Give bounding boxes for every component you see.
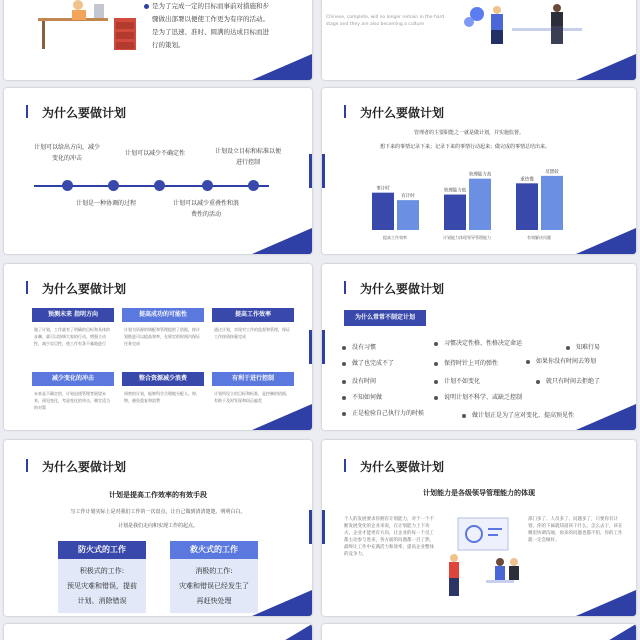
- slide-2: [322, 0, 636, 80]
- slide-reasons: [322, 264, 636, 430]
- right-paragraph: [528, 516, 626, 544]
- card-body: 做了计划，工作就有了明确的目标和具体的步骤，就可以协调大家的行动。增强主动性，减少盲目性，使工作有条不紊地进行: [34, 327, 110, 346]
- left-compare-body: [58, 559, 146, 613]
- bullet-dot: [434, 362, 438, 366]
- chart-bar: [372, 193, 394, 230]
- bullet-dot: [536, 380, 540, 384]
- reason-item: [434, 358, 498, 367]
- paragraph-text: 个人的发展要求你拥有计划能力，对于一个不断发展变化的企业来说，在计划能力上下功夫，企业才能更有方向，让企业的每一个员工都主动参与进来，各方面的问题都一目了然，最终让工作中充满活力和效率，提高企业整体的竞争力。: [344, 517, 434, 557]
- card: [32, 372, 114, 415]
- timeline-dot: [62, 180, 73, 191]
- corner-decoration: [252, 590, 312, 616]
- compare-heading: 计划是提高工作效率的有效手段: [109, 491, 207, 499]
- bullet-dot: [434, 342, 438, 346]
- timeline-dot: [202, 180, 213, 191]
- slide-compare: [4, 440, 312, 616]
- bullet-dot: [342, 362, 346, 366]
- chart-caption: 有效解决问题: [527, 235, 551, 240]
- reason-text: 知难行易: [576, 344, 601, 351]
- reason-text: 就只有时间去拒绝了: [546, 378, 601, 385]
- reason-item: [434, 376, 480, 385]
- compare-text: 灾难和错误已经发生了: [179, 582, 249, 590]
- chart-caption: 计划能力体现领导管理能力: [443, 235, 491, 240]
- card-head: 提高成功的可能性: [122, 308, 204, 322]
- timeline-point: [214, 146, 282, 168]
- chart-bar-label: 重热慢: [520, 177, 534, 183]
- presentation-illustration: [444, 514, 520, 604]
- right-compare-head: 救火式的工作: [170, 541, 258, 559]
- reason-text: 没有习惯: [352, 344, 377, 351]
- reason-item: [342, 392, 382, 401]
- slide-chart: [322, 88, 636, 254]
- card-head: 提高工作效率: [212, 308, 294, 322]
- reason-tag: 为什么常常不制定计划: [344, 310, 426, 326]
- right-compare-body: [170, 559, 258, 613]
- reason-item: [566, 342, 600, 351]
- bullet-dot: [342, 396, 346, 400]
- corner-decoration: [586, 624, 636, 640]
- compare-text: 消极的工作:: [195, 567, 233, 575]
- bullet-dot: [434, 380, 438, 384]
- compare-text: 计划、消除错误: [77, 597, 127, 605]
- reason-text: 计划不如变化: [444, 378, 481, 385]
- reason-item: [342, 358, 394, 367]
- timeline-dot: [108, 180, 119, 191]
- slide-timeline: [4, 88, 312, 254]
- team-svg: [457, 0, 607, 50]
- leadership-heading: 计划能力是各级领导管理能力的体现: [423, 489, 535, 497]
- card-body: 计划所设立的目标和标准，是控制的依据，有助于及时发现和纠正偏差: [214, 391, 290, 403]
- slide-title: 为什么要做计划: [42, 282, 127, 296]
- intro-line: 想下来的事情记录下来；记录下来的事情行动起来；做完成的事情总结出来。: [380, 144, 551, 150]
- side-bar: [322, 510, 325, 544]
- corner-decoration: [576, 590, 636, 616]
- chart-bar-label: 管理能力低: [443, 188, 467, 194]
- compare-line: 计划是我们走向和实现工作的起点。: [117, 523, 198, 529]
- title-marker: [344, 459, 346, 472]
- reason-item: [342, 408, 424, 417]
- chart-bar-label: 事计时: [376, 186, 390, 192]
- timeline-text: 计划可以给出方向，减少变化的冲击: [33, 144, 100, 162]
- title-marker: [26, 459, 28, 472]
- slide-leadership: [322, 440, 636, 616]
- compare-line: 写工作计划实际上是对我们工作的一次盘点，让自己做到清清楚楚、明明白白。: [70, 509, 246, 515]
- slide-title: 为什么要做计划: [360, 106, 445, 120]
- corner-decoration: [576, 404, 636, 430]
- desk-svg: [38, 0, 142, 50]
- reason-text: 没有时间: [352, 378, 377, 385]
- compare-text: 再赶快处理: [196, 597, 232, 605]
- card-head: 有利于进行控制: [212, 372, 294, 386]
- chart-bar: [469, 179, 491, 230]
- title-marker: [26, 281, 28, 294]
- card: [122, 372, 204, 408]
- bullet-dot: [342, 346, 346, 350]
- chart-bar: [516, 183, 538, 230]
- card: [212, 308, 294, 344]
- slide-title: 为什么要做计划: [42, 106, 127, 120]
- chart-caption: 提高工作效率: [383, 235, 407, 240]
- bullet-dot: [434, 396, 438, 400]
- chart-bar: [541, 176, 563, 230]
- timeline-text: 计划设立目标和标准以便进行控制: [214, 148, 281, 166]
- timeline-text: 计划是一种协调的过程: [76, 200, 137, 207]
- reason-text: 做了也完成不了: [352, 360, 395, 367]
- card-head: 整合资源减少浪费: [122, 372, 204, 386]
- compare-text: 积极式的工作:: [79, 567, 125, 575]
- corner-decoration: [252, 54, 312, 80]
- bullet-line: 是为了迅速、准时、圆满的达成目标而进: [152, 28, 269, 36]
- bullet-line: 骤做出部署以便使工作更为有序的活动。: [152, 15, 269, 23]
- slide-1: [4, 0, 312, 80]
- bullet-dot: [566, 346, 570, 350]
- bullet-dot: [462, 414, 466, 418]
- chart-bar: [444, 195, 466, 230]
- chart-bar-label: 反馈较: [545, 169, 559, 175]
- card-body: 计划为资源的调配和管理提供了依据，按计划推进可以提高效率，在规定的时间内保证任务完成: [124, 327, 200, 346]
- reason-text: 正是检验自己执行力的时候: [352, 410, 425, 417]
- reason-item: [434, 392, 522, 401]
- reason-text: 如果你没有时间去筹划: [536, 358, 597, 365]
- timeline-dot: [154, 180, 165, 191]
- reason-item: [342, 376, 376, 385]
- english-caption: Chinese, complete, will no longer remain in the hard stage and they are also becoming a culture: [326, 15, 445, 27]
- slide-title: 为什么要做计划: [42, 460, 127, 474]
- paragraph-text: 部门多了、人员多了、问题多了，只要你有计划，你的下属就知道该干什么、怎么去干，该在哪里协调沟通，再多的问题也都不怕，你的工作就一定会做好。: [528, 517, 623, 543]
- card-head: 预测未来 指明方向: [32, 308, 114, 322]
- chart-bar-label: 管理能力高: [468, 172, 492, 178]
- card-head: 减少变化的冲击: [32, 372, 114, 386]
- presentation-svg: [444, 514, 520, 604]
- slide-next-partial: [322, 624, 636, 640]
- slide-cards: [4, 264, 312, 430]
- reason-item: [342, 342, 376, 351]
- bullet-marker: [144, 4, 149, 9]
- side-bar: [309, 510, 312, 544]
- card: [122, 308, 204, 351]
- slide-next-partial: [4, 624, 312, 640]
- corner-decoration: [576, 228, 636, 254]
- desk-illustration: [38, 0, 142, 50]
- reason-item: [462, 410, 574, 419]
- bar-chart: [370, 168, 590, 248]
- reason-text: 做计划正是为了应对变化、提高预见性: [472, 412, 575, 419]
- card-body: 周密的计划，能够科学合理地分配人、财、物，避免重复和浪费: [124, 391, 200, 403]
- left-paragraph: [344, 516, 436, 558]
- timeline-text: 计划可以减少不确定性: [124, 150, 185, 157]
- compare-text: 预见灾难和错误，提前: [67, 582, 137, 590]
- side-bar: [309, 154, 312, 188]
- slide-title: 为什么要做计划: [360, 460, 445, 474]
- card-body: 通过计划，实现对工作的监督和管理，保证工作按质按量完成: [214, 327, 290, 339]
- team-illustration: [457, 0, 607, 50]
- card-body: 未来是不确定的，计划迫使管理者展望未来，预见变化，考虑变化的冲击，制定适当的对策: [34, 391, 110, 410]
- card: [212, 372, 294, 408]
- side-bar: [309, 330, 312, 364]
- corner-decoration: [576, 54, 636, 80]
- reason-item: [526, 356, 596, 365]
- slide-title: 为什么要做计划: [360, 282, 445, 296]
- reason-text: 不知如何做: [352, 394, 383, 401]
- reason-text: 习惯决定性格、性格决定命运: [444, 340, 523, 347]
- bullet-line: 是为了完成一定的目标而事前对措施和步: [152, 2, 269, 10]
- timeline-text: 计划可以减少重叠性和浪费性的活动: [172, 200, 239, 218]
- reason-text: 保持时针上可的弹性: [444, 360, 499, 367]
- corner-decoration: [252, 228, 312, 254]
- side-bar: [322, 330, 325, 364]
- bullet-dot: [342, 412, 346, 416]
- left-compare-head: 防火式的工作: [58, 541, 146, 559]
- bullet-dot: [342, 380, 346, 384]
- side-bar: [322, 154, 325, 188]
- chart-bar: [397, 200, 419, 230]
- timeline-dot: [248, 180, 259, 191]
- reason-text: 说明计划不科学、或缺乏控制: [444, 394, 523, 401]
- timeline-point: [172, 198, 240, 220]
- card: [32, 308, 114, 351]
- corner-decoration: [262, 624, 312, 640]
- timeline-point: [32, 142, 102, 164]
- bullet-list: [144, 0, 309, 52]
- bullet-line: 行的策划。: [152, 41, 185, 49]
- reason-item: [536, 376, 600, 385]
- intro-line: 管理者的主要职能之一就是做计划，并实施监督。: [414, 130, 525, 136]
- bullet-dot: [526, 360, 530, 364]
- title-marker: [344, 105, 346, 118]
- chart-bar-label: 有计时: [401, 194, 415, 200]
- title-marker: [26, 105, 28, 118]
- corner-decoration: [252, 404, 312, 430]
- title-marker: [344, 281, 346, 294]
- timeline-point: [76, 198, 136, 209]
- timeline-point: [122, 148, 188, 159]
- reason-item: [434, 338, 522, 347]
